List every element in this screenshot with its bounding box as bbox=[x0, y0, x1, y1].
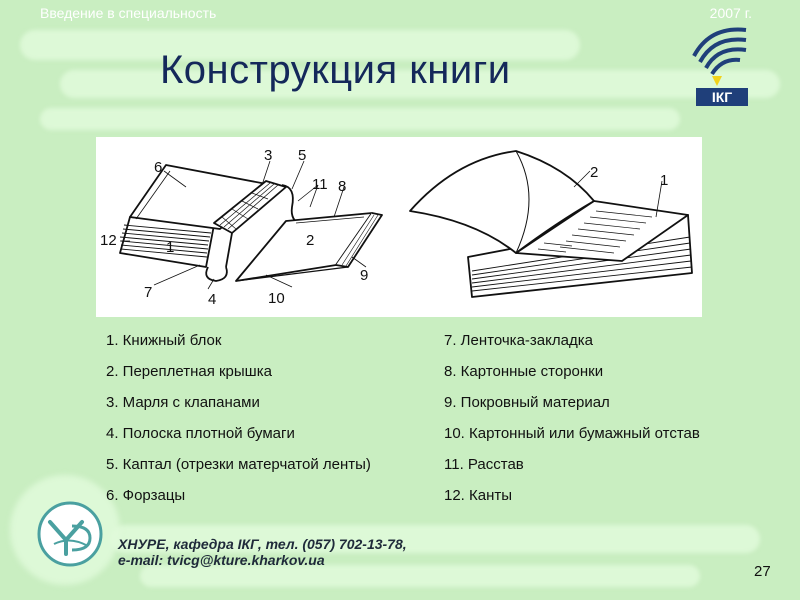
course-title: Введение в специальность bbox=[40, 5, 217, 21]
figure-label: 1 bbox=[660, 172, 669, 189]
legend-item: 11. Расстав bbox=[444, 456, 524, 473]
book-construction-figure bbox=[96, 137, 702, 317]
figure-label: 8 bbox=[338, 178, 347, 195]
legend-item: 12. Канты bbox=[444, 487, 513, 504]
figure-label: 1 bbox=[166, 239, 175, 256]
legend-right-column bbox=[444, 330, 700, 516]
figure-label: 5 bbox=[298, 147, 307, 164]
legend-item: 4. Полоска плотной бумаги bbox=[106, 425, 295, 442]
footer-email-line: e-mail: tvicg@kture.kharkov.ua bbox=[118, 552, 325, 568]
footer-contact-line: ХНУРЕ, кафедра ІКГ, тел. (057) 702-13-78, bbox=[118, 536, 407, 552]
figure-label: 12 bbox=[100, 232, 117, 249]
ikg-logo-text: ІКГ bbox=[711, 89, 733, 105]
page-number: 27 bbox=[754, 563, 771, 580]
legend-item: 6. Форзацы bbox=[106, 487, 186, 504]
background-stripe bbox=[40, 108, 680, 130]
legend-item: 3. Марля с клапанами bbox=[106, 394, 260, 411]
legend-item: 8. Картонные сторонки bbox=[444, 363, 604, 380]
year-label: 2007 г. bbox=[709, 5, 752, 21]
figure-label: 6 bbox=[154, 159, 163, 176]
figure-label: 4 bbox=[208, 291, 217, 308]
figure-label: 3 bbox=[264, 147, 273, 164]
figure-label: 7 bbox=[144, 284, 153, 301]
slide-title: Конструкция книги bbox=[160, 48, 511, 92]
figure-label: 9 bbox=[360, 267, 369, 284]
figure-label: 2 bbox=[306, 232, 315, 249]
legend-item: 10. Картонный или бумажный отстав bbox=[444, 425, 700, 442]
legend-item: 9. Покровный материал bbox=[444, 394, 610, 411]
legend-item: 7. Ленточка-закладка bbox=[444, 332, 593, 349]
legend-left-column bbox=[106, 330, 371, 516]
background-stripe bbox=[140, 565, 700, 587]
figure-label: 10 bbox=[268, 290, 285, 307]
figure-label: 2 bbox=[590, 164, 599, 181]
legend-item: 2. Переплетная крышка bbox=[106, 363, 272, 380]
legend-item: 5. Каптал (отрезки матерчатой ленты) bbox=[106, 456, 371, 473]
ikg-logo-icon bbox=[690, 20, 754, 108]
figure-label: 11 bbox=[312, 176, 328, 193]
legend-item: 1. Книжный блок bbox=[106, 332, 222, 349]
university-logo-icon bbox=[36, 500, 104, 568]
